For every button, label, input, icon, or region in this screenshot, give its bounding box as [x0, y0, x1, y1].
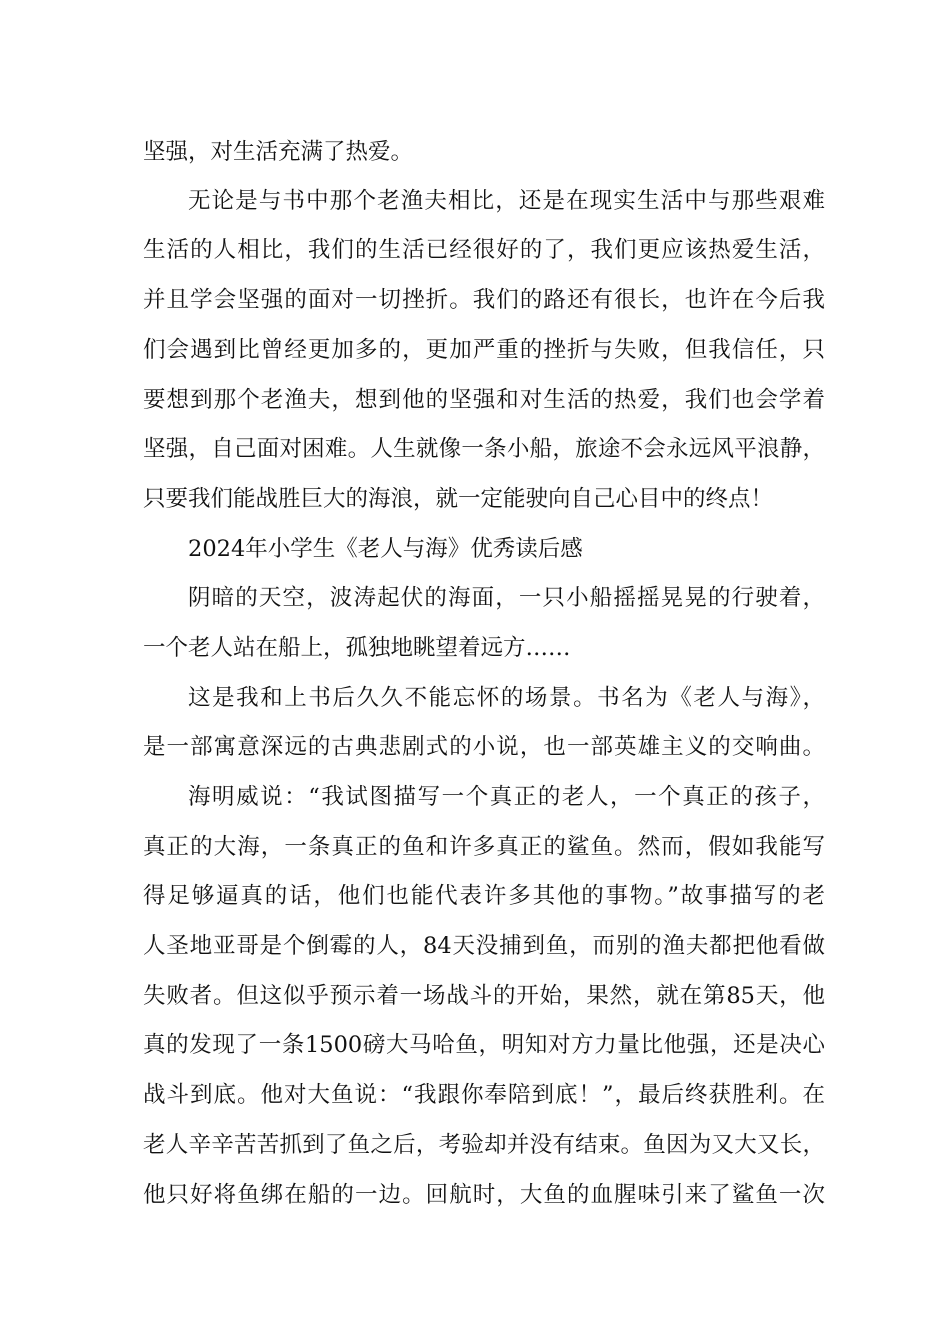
text-line: 坚强，对生活充满了热爱。 [143, 139, 414, 165]
text-line: 并且学会坚强的面对一切挫折。我们的路还有很长，也许在今后我 [143, 287, 825, 313]
text-line: 们会遇到比曾经更加多的，更加严重的挫折与失败，但我信任，只 [143, 337, 825, 363]
text-line: 一个老人站在船上，孤独地眺望着远方…… [143, 635, 571, 661]
text-line: 这是我和上书后久久不能忘怀的场景。书名为《老人与海》， [188, 685, 825, 711]
text-line: 是一部寓意深远的古典悲剧式的小说，也一部英雄主义的交响曲。 [143, 734, 825, 760]
text-line: 人圣地亚哥是个倒霉的人，84天没捕到鱼，而别的渔夫都把他看做 [143, 933, 825, 959]
text-line: 真正的大海，一条真正的鱼和许多真正的鲨鱼。然而，假如我能写 [143, 834, 825, 860]
text-line: 要想到那个老渔夫，想到他的坚强和对生活的热爱，我们也会学着 [143, 387, 825, 413]
text-line: 战斗到底。他对大鱼说：“我跟你奉陪到底！”，最后终获胜利。在 [143, 1082, 825, 1108]
text-line: 生活的人相比，我们的生活已经很好的了，我们更应该热爱生活， [143, 237, 825, 263]
section-heading: 2024年小学生《老人与海》优秀读后感 [188, 536, 583, 562]
text-line: 他只好将鱼绑在船的一边。回航时，大鱼的血腥味引来了鲨鱼一次 [143, 1182, 825, 1208]
text-line: 失败者。但这似乎预示着一场战斗的开始，果然，就在第85天，他 [143, 983, 825, 1009]
text-line: 阴暗的天空，波涛起伏的海面，一只小船摇摇晃晃的行驶着， [188, 585, 825, 611]
text-line: 得足够逼真的话，他们也能代表许多其他的事物。”故事描写的老 [143, 883, 825, 909]
text-line: 老人辛辛苦苦抓到了鱼之后，考验却并没有结束。鱼因为又大又长， [143, 1132, 825, 1158]
text-line: 只要我们能战胜巨大的海浪，就一定能驶向自己心目中的终点！ [143, 486, 774, 512]
text-line: 真的发现了一条1500磅大马哈鱼，明知对方力量比他强，还是决心 [143, 1032, 825, 1058]
text-line: 坚强，自己面对困难。人生就像一条小船，旅途不会永远风平浪静， [143, 436, 825, 462]
text-line: 海明威说：“我试图描写一个真正的老人，一个真正的孩子， [188, 784, 825, 810]
text-line: 无论是与书中那个老渔夫相比，还是在现实生活中与那些艰难 [188, 188, 825, 214]
